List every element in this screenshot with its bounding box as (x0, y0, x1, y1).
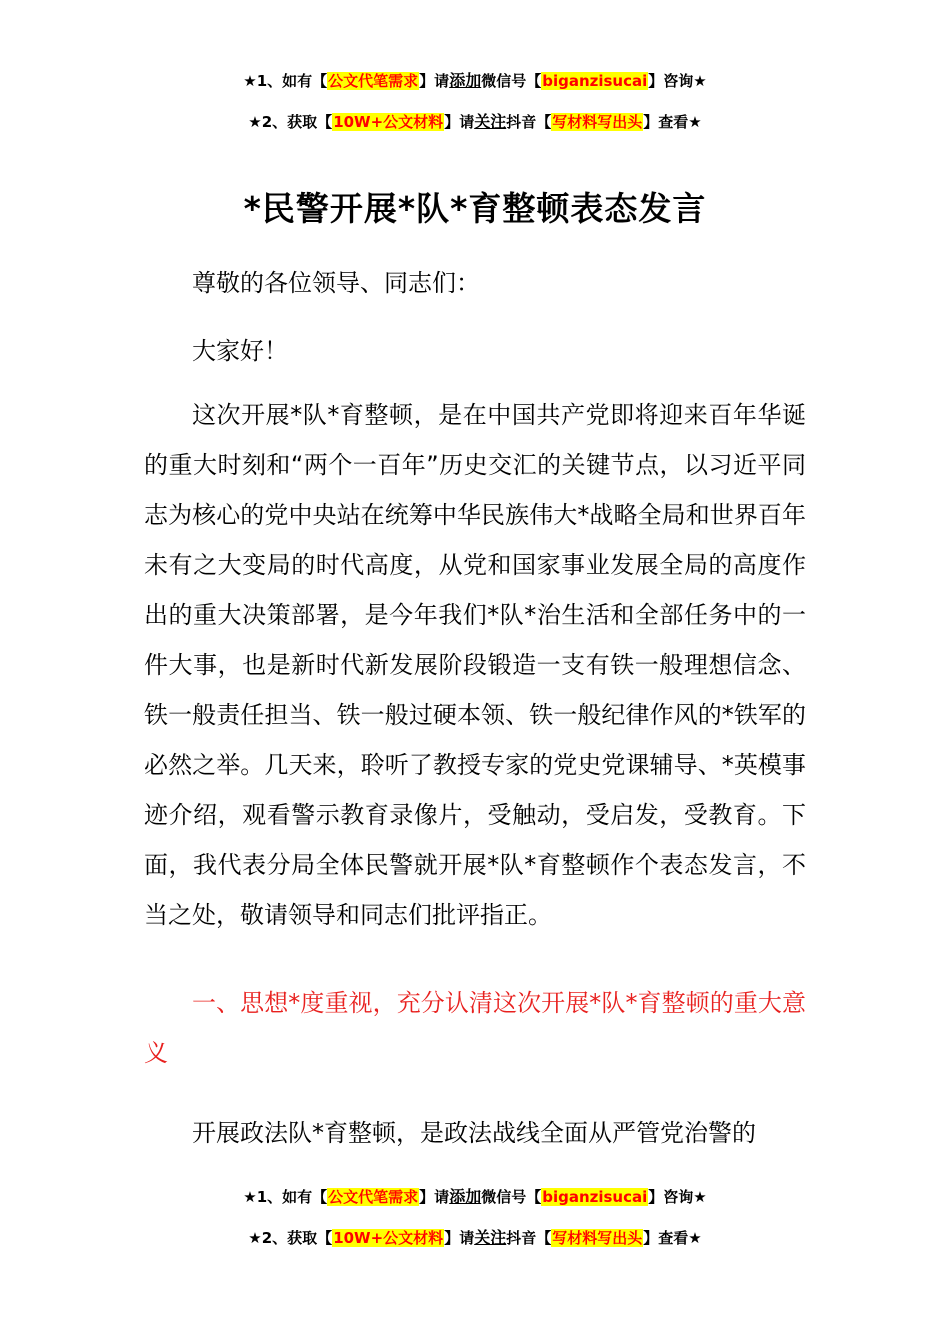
promo-text: 微信号【 (481, 1188, 542, 1206)
body-paragraph: 开展政法队*育整顿，是政法战线全面从严管党治警的 (192, 1119, 756, 1147)
promo-underlined: 添加 (449, 71, 482, 90)
promo-text: 】请 (419, 1188, 450, 1206)
promo-highlight: biganzisucai (542, 1188, 648, 1206)
promo-text: 】咨询★ (648, 1188, 707, 1206)
promo-highlight: biganzisucai (542, 72, 648, 90)
section-heading: 一、思想*度重视，充分认清这次开展*队*育整顿的重大意义 (144, 989, 806, 1067)
promo-highlight: 10W+公文材料 (333, 1229, 444, 1247)
promo-text: ★2、获取【 (248, 113, 333, 131)
promo-text: 】请 (444, 113, 475, 131)
promo-highlight: 10W+公文材料 (333, 113, 444, 131)
promo-text: 】咨询★ (648, 72, 707, 90)
body-paragraph: 这次开展*队*育整顿，是在中国共产党即将迎来百年华诞的重大时刻和“两个一百年”历史交汇的关键节点，以习近平同志为核心的党中央站在统筹中华民族伟大*战略全局和世界百年未有之大变局的时代高度，从党和国家事业发展全局的高度作出的重大决策部署，是今年我们*队*治生活和全部任务中的一件大事，也是新时代新发展阶段锻造一支有铁一般理想信念、铁一般责任担当、铁一般过硬本领、铁一般纪律作风的*铁军的必然之举。几天来，聆听了教授专家的党史党课辅导、*英模事迹介绍，观看警示教育录像片，受触动，受启发，受教育。下面，我代表分局全体民警就开展*队*育整顿作个表态发言，不当之处，敬请领导和同志们批评指正。 (144, 401, 806, 929)
promo-line-1 (0, 70, 950, 92)
promo-text: 】请 (444, 1229, 475, 1247)
promo-text: 抖音【 (506, 113, 552, 131)
promo-highlight: 写材料写出头 (552, 1229, 643, 1247)
promo-underlined: 关注 (474, 1228, 507, 1247)
promo-text: 】请 (419, 72, 450, 90)
promo-underlined: 关注 (474, 112, 507, 131)
promo-underlined: 添加 (449, 1187, 482, 1206)
promo-text: ★1、如有【 (243, 72, 328, 90)
promo-text: 】查看★ (643, 113, 702, 131)
promo-text: 】查看★ (643, 1229, 702, 1247)
promo-highlight: 写材料写出头 (552, 113, 643, 131)
hello: 大家好！ (192, 337, 288, 365)
promo-text: ★1、如有【 (243, 1188, 328, 1206)
promo-highlight: 公文代笔需求 (328, 72, 419, 90)
document-body (144, 258, 806, 1158)
promo-text: 抖音【 (506, 1229, 552, 1247)
greeting: 尊敬的各位领导、同志们： (192, 269, 480, 297)
promo-text: ★2、获取【 (248, 1229, 333, 1247)
promo-text: 微信号【 (481, 72, 542, 90)
promo-line-2-footer (0, 1227, 950, 1249)
document-title: *民警开展*队*育整顿表态发言 (243, 189, 707, 228)
promo-highlight: 公文代笔需求 (328, 1188, 419, 1206)
promo-line-2 (0, 111, 950, 133)
promo-line-1-footer (0, 1186, 950, 1208)
